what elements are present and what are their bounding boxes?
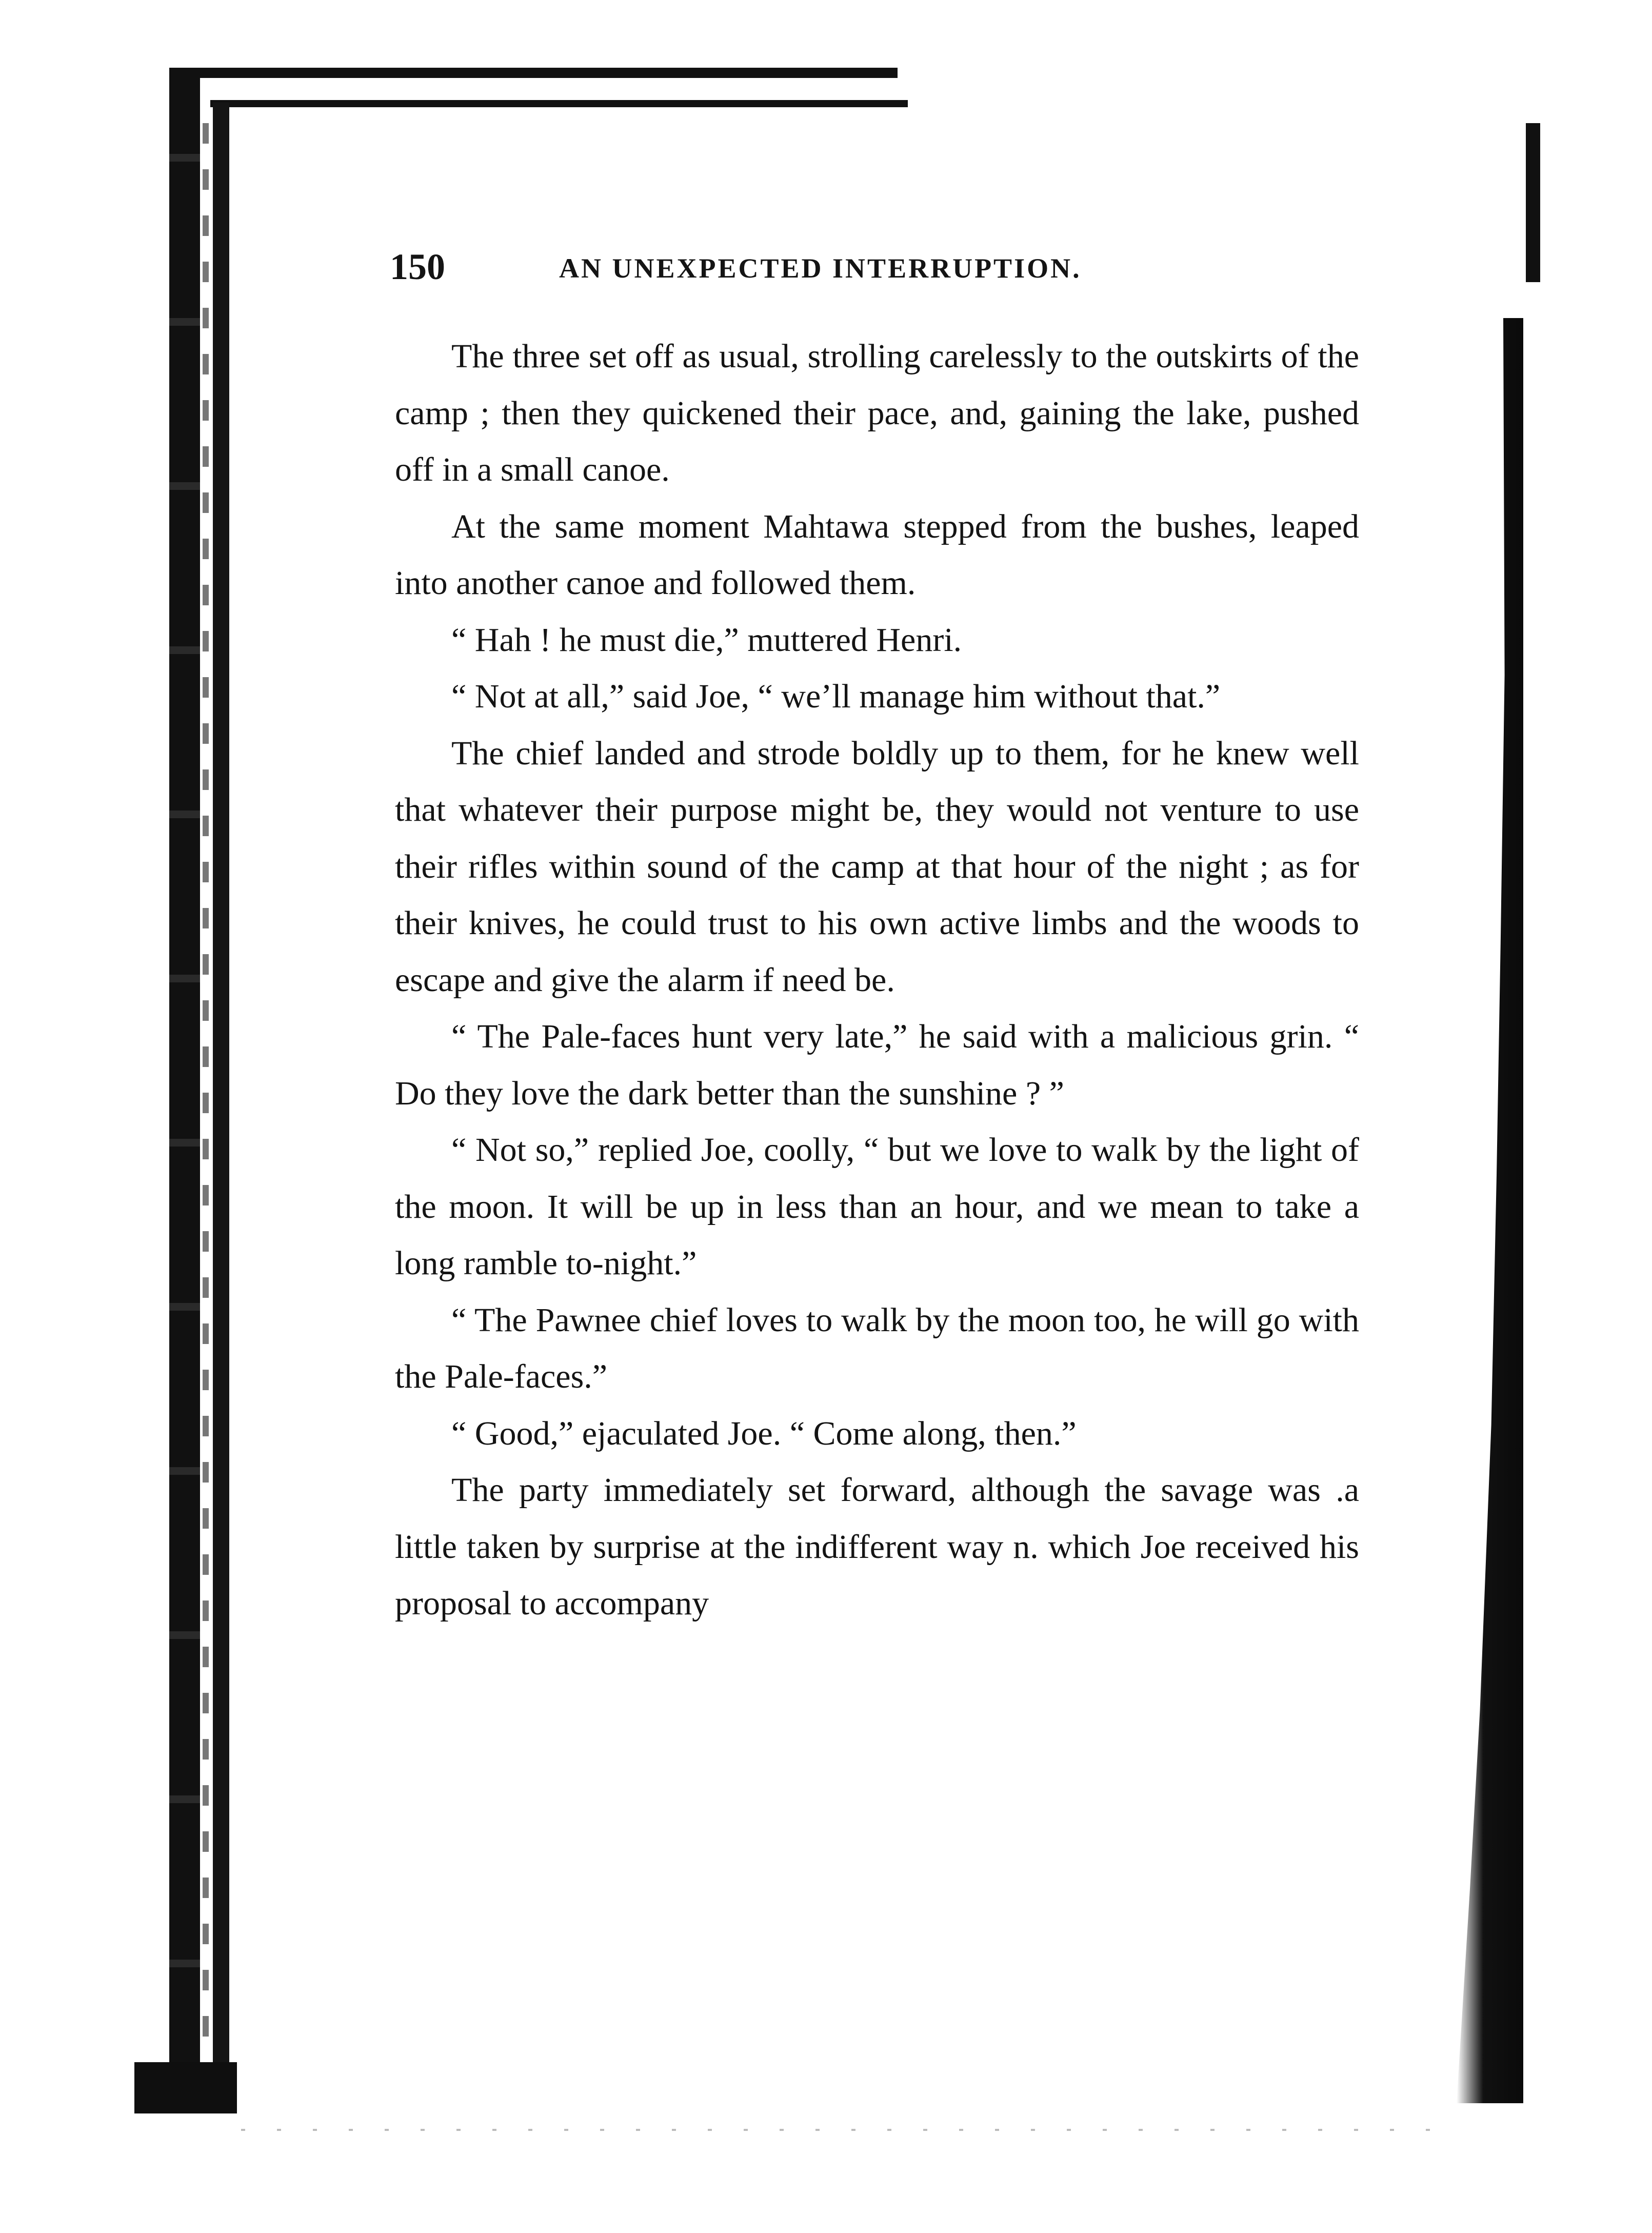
page-binding-shadow — [1457, 318, 1523, 2103]
paragraph: “ Not at all,” said Joe, “ we’ll manage him without that.” — [451, 678, 1221, 715]
paragraph: The three set off as usual, strolling carelessly to the outskirts of the camp ; then they quickened their pace, and, gaining the lake, pushed off in a small canoe. — [395, 338, 1359, 488]
paragraph: “ The Pawnee chief loves to walk by the moon too, he will go with the Pale-faces.” — [395, 1301, 1359, 1395]
page-frame-left-edge — [169, 72, 200, 2108]
page-frame-left-gap — [203, 123, 209, 2072]
page-number: 150 — [390, 246, 445, 287]
paragraph: “ Hah ! he must die,” muttered Henri. — [451, 621, 962, 659]
body-text — [395, 328, 1359, 1632]
page-frame-bottom-corner — [134, 2062, 237, 2113]
page-frame-left-inner — [213, 103, 229, 2103]
page-binding-mark — [1526, 123, 1540, 282]
running-head — [390, 241, 1262, 292]
paragraph: “ The Pale-faces hunt very late,” he said with a malicious grin. “ Do they love the dark better than the sunshine ? ” — [395, 1018, 1359, 1112]
paragraph: At the same moment Mahtawa stepped from the bushes, leaped into another canoe and followed them. — [395, 507, 1359, 602]
paragraph: “ Good,” ejaculated Joe. “ Come along, then.” — [451, 1414, 1077, 1452]
paragraph: “ Not so,” replied Joe, coolly, “ but we love to walk by the light of the moon. It will be up in less than an hour, and we mean to take a long ramble to-night.” — [395, 1131, 1359, 1282]
page-frame-top-rule — [169, 68, 898, 78]
paragraph: The chief landed and strode boldly up to them, for he knew well that whatever their purpose might be, they would not venture to use their rifles within sound of the camp at that hour of the night ; as for their knives, he could trust to his own active limbs and the woods to escape and give the alarm if need be. — [395, 734, 1359, 999]
paragraph: The party immediately set forward, although the savage was .a little taken by surprise at the indifferent way n. which Joe received his proposal to accompany — [395, 1471, 1359, 1622]
running-title: AN UNEXPECTED INTERRUPTION. — [559, 253, 1082, 284]
page-bottom-speckle — [241, 2129, 1436, 2131]
page-frame-inner-rule — [210, 100, 908, 107]
